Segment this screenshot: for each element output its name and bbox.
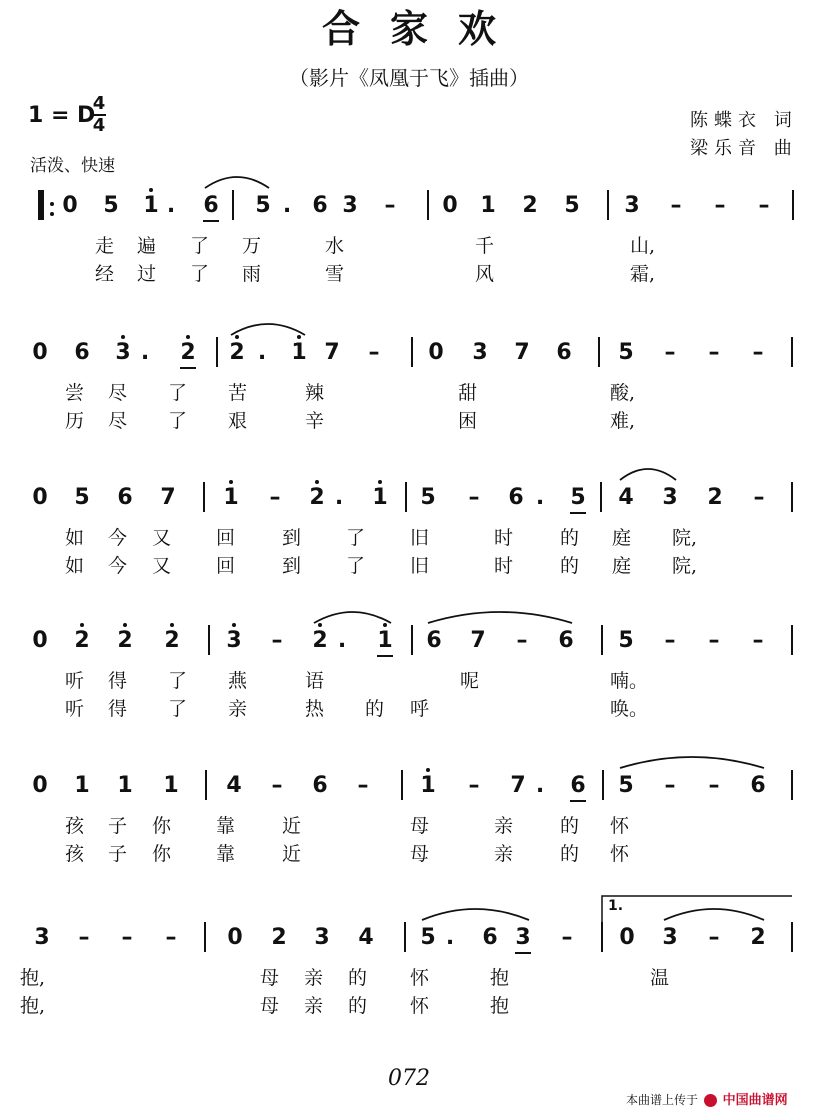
note: 0 [62,193,78,218]
note: 5 [74,485,90,510]
note: 7 [160,485,176,510]
note: 2 [117,628,133,653]
lyric-verse1: 喃。 [610,670,649,692]
note: 3 [624,193,640,218]
composer-credit: 梁乐音 曲 [690,138,798,159]
lyric-verse1: 燕 [228,670,248,692]
lyric-verse2: 霜, [630,263,656,285]
dash-extension: – [708,628,720,653]
dash-extension: – [516,628,528,653]
augmentation-dot: . [282,193,292,218]
dash-extension: – [121,925,133,950]
note: 0 [227,925,243,950]
lyric-verse1: 尽 [108,382,128,404]
note: 2 [180,340,196,365]
augmentation-dot: . [140,340,150,365]
lyric-verse1: 甜 [458,382,478,404]
lyric-verse1: 的 [560,815,580,837]
note: 2 [74,628,90,653]
note: 1 [420,773,436,798]
note: 1 [480,193,496,218]
lyric-verse1: 听 [65,670,85,692]
dash-extension: – [753,485,765,510]
dash-extension: – [708,925,720,950]
lyric-verse2: 孩 [65,843,85,865]
note: 1 [74,773,90,798]
note: 6 [426,628,442,653]
note: 3 [342,193,358,218]
lyric-verse2: 如 [65,555,85,577]
lyric-verse1: 旧 [410,527,430,549]
note: 3 [34,925,50,950]
dash-extension: – [664,628,676,653]
note: 0 [428,340,444,365]
note: 2 [312,628,328,653]
lyric-verse2: 时 [494,555,514,577]
note: 6 [312,773,328,798]
slur-icon [620,469,676,480]
lyric-verse2: 的 [560,555,580,577]
lyric-verse2: 听 [65,698,85,720]
slur-icon [428,612,572,623]
lyric-verse2: 近 [282,843,302,865]
lyric-verse1: 亲 [494,815,514,837]
note: 1 [163,773,179,798]
lyric-verse2: 靠 [216,843,236,865]
note: 1 [223,485,239,510]
lyric-verse1: 了 [190,235,210,257]
lyric-verse2: 呼 [410,698,430,720]
lyric-verse1: 辣 [305,382,325,404]
dash-extension: – [271,773,283,798]
lyric-verse2: 风 [475,263,495,285]
lyric-verse1: 时 [494,527,514,549]
lyric-verse1: 孩 [65,815,85,837]
lyric-verse1: 到 [282,527,302,549]
dash-extension: – [357,773,369,798]
lyric-verse1: 水 [325,235,345,257]
lyric-verse2: 了 [346,555,366,577]
time-signature-bottom: 4 [92,115,106,136]
lyric-verse1: 又 [152,527,172,549]
lyric-verse2: 的 [348,995,368,1017]
lyric-verse2: 母 [410,843,430,865]
augmentation-dot: . [445,925,455,950]
lyric-verse1: 的 [348,967,368,989]
lyric-verse1: 近 [282,815,302,837]
note: 1 [377,628,393,653]
note: 1 [117,773,133,798]
lyric-verse1: 呢 [460,670,480,692]
note: 4 [226,773,242,798]
note: 7 [324,340,340,365]
lyric-verse2: 今 [108,555,128,577]
dash-extension: – [468,773,480,798]
lyric-verse2: 抱 [490,995,510,1017]
note: 6 [750,773,766,798]
augmentation-dot: . [334,485,344,510]
lyric-verse1: 遍 [137,235,157,257]
lyric-verse1: 抱 [490,967,510,989]
lyric-verse2: 热 [305,698,325,720]
slur-icon [620,757,764,768]
note: 1 [143,193,159,218]
lyric-verse1: 尝 [65,382,85,404]
volta-bracket-icon [602,896,792,934]
lyric-verse1: 山, [630,235,656,257]
lyric-verse1: 千 [475,235,495,257]
lyric-verse1: 走 [95,235,115,257]
song-subtitle: （影片《凤凰于飞》插曲） [289,66,529,90]
dash-extension: – [708,773,720,798]
note: 6 [203,193,219,218]
slur-icon [664,909,764,920]
note: 2 [164,628,180,653]
note: 5 [420,485,436,510]
note: 0 [32,773,48,798]
lyric-verse2: 了 [190,263,210,285]
note: 2 [271,925,287,950]
note: 6 [558,628,574,653]
note: 6 [570,773,586,798]
dash-extension: – [664,773,676,798]
note: 3 [472,340,488,365]
note: 2 [707,485,723,510]
slur-icon [205,177,269,188]
note: 6 [312,193,328,218]
note: 6 [74,340,90,365]
lyric-verse2: 到 [282,555,302,577]
note: 3 [314,925,330,950]
lyric-verse1: 今 [108,527,128,549]
note: 7 [470,628,486,653]
dash-extension: – [165,925,177,950]
lyric-verse1: 了 [168,670,188,692]
lyric-verse2: 难, [610,410,636,432]
note: 0 [619,925,635,950]
note: 5 [618,773,634,798]
lyric-verse1: 苦 [228,382,248,404]
dash-extension: – [368,340,380,365]
footer-prefix: 本曲谱上传于 [626,1093,699,1107]
note: 0 [32,628,48,653]
note: 3 [226,628,242,653]
dash-extension: – [752,628,764,653]
lyric-verse2: 怀 [410,995,430,1017]
lyric-verse2: 亲 [494,843,514,865]
note: 5 [103,193,119,218]
song-title: 合家欢 [321,6,526,51]
note: 1 [291,340,307,365]
note: 2 [750,925,766,950]
dash-extension: – [78,925,90,950]
augmentation-dot: . [257,340,267,365]
volta-label: 1. [608,898,624,914]
lyric-verse1: 你 [152,815,172,837]
lyric-verse2: 的 [560,843,580,865]
augmentation-dot: . [166,193,176,218]
dash-extension: – [269,485,281,510]
note: 0 [32,485,48,510]
lyric-verse2: 了 [168,410,188,432]
note: 7 [514,340,530,365]
key-signature: 1 = D [28,103,96,128]
dash-extension: – [561,925,573,950]
dash-extension: – [271,628,283,653]
lyric-verse1: 了 [168,382,188,404]
lyric-verse1: 抱, [20,967,46,989]
lyric-verse1: 了 [346,527,366,549]
lyric-verse2: 旧 [410,555,430,577]
lyric-verse2: 艰 [228,410,248,432]
lyric-verse1: 语 [305,670,325,692]
augmentation-dot: . [535,773,545,798]
note: 5 [618,628,634,653]
note: 5 [255,193,271,218]
note: 6 [508,485,524,510]
lyric-verse2: 院, [672,555,698,577]
dash-extension: – [758,193,770,218]
note: 0 [442,193,458,218]
dash-extension: – [708,340,720,365]
note: 6 [556,340,572,365]
lyric-verse1: 亲 [304,967,324,989]
lyric-verse2: 得 [108,698,128,720]
lyric-verse1: 怀 [410,967,430,989]
note: 3 [662,485,678,510]
lyric-verse1: 如 [65,527,85,549]
note: 5 [618,340,634,365]
note: 6 [482,925,498,950]
augmentation-dot: . [337,628,347,653]
note: 7 [510,773,526,798]
note: 1 [372,485,388,510]
lyric-verse1: 母 [410,815,430,837]
lyric-verse2: 的 [365,698,385,720]
lyric-verse1: 温 [650,967,670,989]
lyric-verse2: 了 [168,698,188,720]
lyric-verse2: 子 [108,843,128,865]
note: 3 [662,925,678,950]
lyric-verse2: 又 [152,555,172,577]
dash-extension: – [468,485,480,510]
lyric-verse2: 经 [95,263,115,285]
lyric-verse1: 怀 [610,815,630,837]
note: 4 [358,925,374,950]
note: 2 [522,193,538,218]
dash-extension: – [664,340,676,365]
dash-extension: – [752,340,764,365]
lyric-verse2: 回 [216,555,236,577]
lyric-verse2: 你 [152,843,172,865]
lyric-verse1: 酸, [610,382,636,404]
augmentation-dot: . [535,485,545,510]
lyric-verse1: 庭 [612,527,632,549]
note: 2 [309,485,325,510]
lyricist-credit: 陈蝶衣 词 [690,110,798,131]
dash-extension: – [384,193,396,218]
lyric-verse2: 怀 [610,843,630,865]
lyric-verse2: 历 [65,410,85,432]
tempo-marking: 活泼、快速 [30,156,115,176]
lyric-verse2: 雨 [242,263,262,285]
note: 5 [570,485,586,510]
lyric-verse1: 万 [242,235,262,257]
lyric-verse1: 回 [216,527,236,549]
lyric-verse1: 子 [108,815,128,837]
note: 4 [618,485,634,510]
lyric-verse2: 过 [137,263,157,285]
lyric-verse2: 唤。 [610,698,649,720]
lyric-verse2: 困 [458,410,478,432]
lyric-verse2: 辛 [305,410,325,432]
page-number: 072 [388,1066,430,1091]
lyric-verse2: 雪 [325,263,345,285]
lyric-verse2: 庭 [612,555,632,577]
lyric-verse1: 院, [672,527,698,549]
time-signature-top: 4 [92,93,106,114]
note: 2 [229,340,245,365]
note: 5 [420,925,436,950]
lyric-verse2: 尽 [108,410,128,432]
note: 0 [32,340,48,365]
slur-icon [231,324,305,335]
lyric-verse1: 靠 [216,815,236,837]
note: 3 [115,340,131,365]
note: 6 [117,485,133,510]
lyric-verse2: 亲 [228,698,248,720]
note: 5 [564,193,580,218]
slur-icon [422,909,529,920]
lyric-verse2: 亲 [304,995,324,1017]
lyric-verse1: 的 [560,527,580,549]
lyric-verse1: 母 [260,967,280,989]
dash-extension: – [714,193,726,218]
lyric-verse2: 抱, [20,995,46,1017]
note: 3 [515,925,531,950]
dash-extension: – [670,193,682,218]
lyric-verse1: 得 [108,670,128,692]
lyric-verse2: 母 [260,995,280,1017]
slur-icon [314,612,391,623]
footer-brand: 中国曲谱网 [722,1093,788,1108]
